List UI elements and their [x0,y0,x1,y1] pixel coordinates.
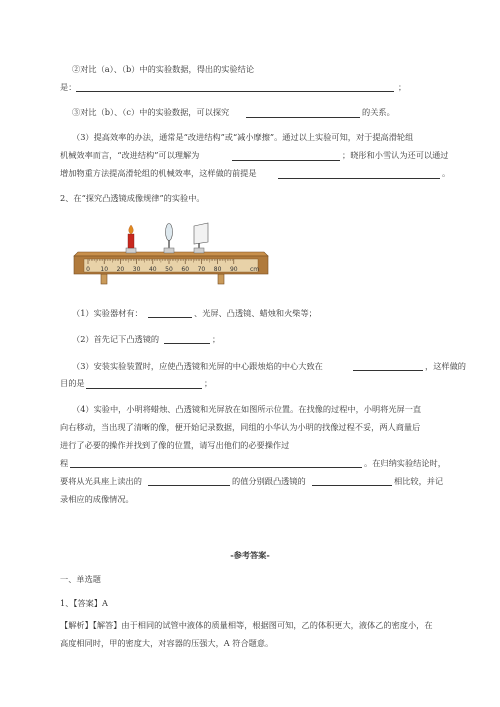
text-line: （3）提高效率的办法，通常是“改进结构”或“减小摩擦”。通过以上实验可知，对于提高滑轮组 [72,132,414,142]
answer-blank[interactable] [76,91,394,92]
text-line: ； [204,378,213,388]
ruler-tick-label: 50 [165,266,173,273]
text-line: 向右移动，当出现了清晰的像，便开始记录数据，同组的小华认为小明的找像过程不妥，两人商量后 [60,422,421,432]
text-line: 增加物重方法提高滑轮组的机械效率，这样做的前提是 [60,168,257,178]
answer-blank[interactable] [86,388,202,389]
ruler-tick-label: 40 [148,266,157,273]
lens-stem [168,240,170,248]
text-line: （4）实验中，小明将蜡烛、凸透镜和光屏放在如图所示位置。在找像的过程中，小明将光屏一直 [72,404,422,414]
text-line: （3）安装实验装置时，应使凸透镜和光屏的中心跟烛焰的中心大致在 [72,361,323,371]
text-line: 进行了必要的操作并找到了像的位置，请写出他们的必要操作过 [60,440,290,450]
explanation-line: 高度相同时，甲的密度大，对容器的压强大，A 符合题意。 [60,638,274,648]
answer-blank[interactable] [312,485,392,486]
text-line: （1）实验器材有： [72,308,143,318]
section-heading: 一、单选题 [60,574,101,584]
text-line: 是： [60,82,77,92]
explanation-line: 【解析】【解答】由于相同的试管中液体的质量相等，根据图可知，乙的体积更大，液体乙的密度小，在 [60,620,433,630]
answers-title: -参考答案- [230,550,270,560]
answer-blank[interactable] [353,370,423,371]
answer-blank[interactable] [232,160,340,161]
ruler-tick-label: 80 [213,266,222,273]
lens-holder [164,248,174,253]
ruler-tick-label: 30 [132,266,141,273]
optical-bench-figure [70,222,270,286]
screen-holder [194,248,204,253]
ruler-unit: cm [250,266,260,273]
text-line: 、光屏、凸透镜、蜡烛和火柴等； [194,308,317,318]
answer-blank[interactable] [246,117,360,118]
text-line: 程 [60,458,69,468]
light-screen [194,223,208,244]
text-line: 录相应的成像情况。 [60,494,134,504]
text-line: ； [212,334,221,344]
ruler-tick-label: 70 [197,266,206,273]
text-line: 的关系。 [362,107,395,117]
answer-blank[interactable] [164,343,210,344]
ruler-tick-label: 90 [229,266,238,273]
text-line: 要将从光具座上读出的 [60,476,142,486]
candle-flame [129,225,134,234]
answer-blank[interactable] [278,178,440,179]
bench-leg-left [101,274,107,284]
ruler-tick-label: 60 [181,266,190,273]
ruler-tick-label: 0 [86,266,90,273]
text-line: ②对比（a）、（b）中的实验数据，得出的实验结论 [72,64,255,74]
text-line: （2）首先记下凸透镜的 [72,334,160,344]
candle [128,234,134,248]
answer-blank[interactable] [148,485,230,486]
text-line: 。在归纳实验结论时， [364,458,446,468]
question-title: 2、在“探究凸透镜成像规律”的实验中。 [60,193,205,203]
text-line: 机械效率而言，“改进结构”可以理解为 [60,150,200,160]
text-line: ； [398,82,407,92]
text-line: ③对比（b）、（c）中的实验数据，可以探究 [72,107,230,117]
candle-holder [126,248,136,253]
text-line: ；晓彤和小雪认为还可以通过 [342,150,449,160]
answer-blank[interactable] [148,317,192,318]
ruler-tick-label: 20 [116,266,125,273]
answer-line: 1、【答案】A [60,598,108,608]
text-line: 。 [442,168,451,178]
text-line: 目的是 [60,378,85,388]
convex-lens [166,224,173,241]
text-line: 的值分别跟凸透镜的 [232,476,306,486]
bench-leg-right [218,274,224,284]
answer-blank[interactable] [70,467,362,468]
text-line: 相比较，并记 [394,476,444,486]
text-line: ，这样做的 [425,361,466,371]
ruler-tick-label: 10 [100,266,109,273]
